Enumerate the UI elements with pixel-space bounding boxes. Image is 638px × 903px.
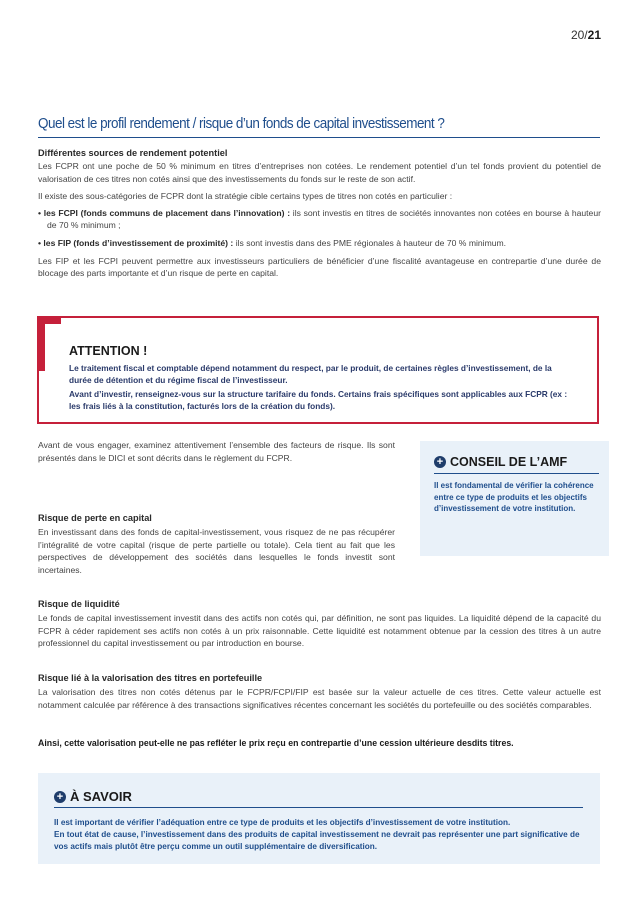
attention-box <box>37 316 599 424</box>
valuation-conclusion: Ainsi, cette valorisation peut-elle ne pas refléter le prix reçu en contrepartie d’une cession ultérieure desdits titres. <box>38 738 514 748</box>
bullet-fip <box>38 237 601 250</box>
attention-p2: Avant d’investir, renseignez-vous sur la structure tarifaire du fonds. Certains frais spécifiques sont applicables aux FCPR (ex : les frais liés à la constitution, facturés lors de la création du fonds). <box>69 389 568 411</box>
bullet-fcpi <box>38 207 601 232</box>
plus-circle-icon: + <box>54 791 66 803</box>
attention-title: ATTENTION ! <box>69 344 148 358</box>
risk-intro: Avant de vous engager, examinez attentivement l’ensemble des facteurs de risque. Ils sont présentés dans le DICI et sont décrits dans le règlement du FCPR. <box>38 440 395 463</box>
savoir-divider <box>54 807 583 808</box>
risk-liquidity-text: Le fonds de capital investissement investit dans des actifs non cotés qui, par définition, ne sont pas liquides. La liquidité dépend de la capacité du FCPR à céder rapidement ses actifs non cotés à un prix raisonnable. Cette liquidité est notamment obtenue par la cession des titres à un autre professionnel du capital investissement ou par introduction en bourse. <box>38 613 601 649</box>
savoir-box <box>38 773 600 864</box>
bullet-fcpi-text: ils sont investis en titres de sociétés innovantes non cotées en bourse à hauteur de 70 % minimum ; <box>47 207 601 231</box>
page-number: 20/21 <box>570 28 601 42</box>
savoir-p2: En tout état de cause, l’investissement dans des produits de capital investissement ne devrait pas représenter une part significative de vos actifs mais plutôt être perçu comme un outil supplémentaire de diversification. <box>54 830 580 851</box>
savoir-p1: Il est important de vérifier l’adéquation entre ce type de produits et les objectifs d’investissement de votre institution. <box>54 818 511 827</box>
plus-circle-icon: + <box>434 456 446 468</box>
conseil-text: Il est fondamental de vérifier la cohérence entre ce type de produits et les objectifs d’investissement de votre institution. <box>434 481 594 513</box>
attention-text <box>69 362 569 412</box>
bullet-fcpi-bold: • les FCPI (fonds communs de placement dans l’innovation) : <box>38 207 291 218</box>
savoir-text <box>54 817 594 853</box>
attention-frame <box>37 316 599 424</box>
page-title: Quel est le profil rendement / risque d’un fonds de capital investissement ? <box>38 116 445 132</box>
conseil-title-row <box>434 455 567 469</box>
risk-valuation-text: La valorisation des titres non cotés détenus par le FCPR/FCPI/FIP est basée sur la valeur actuelle de ces titres. Cette valeur actuelle est notamment calculée par référence à des transactions significatives récentes concernant les sociétés du portefeuille ou des sociétés comparables. <box>38 687 601 710</box>
savoir-title: À SAVOIR <box>70 789 132 804</box>
savoir-title-row <box>54 789 132 804</box>
title-divider <box>38 137 600 138</box>
sources-section <box>38 148 601 280</box>
sources-p1: Les FCPR ont une poche de 50 % minimum en titres d’entreprises non cotées. Le rendement potentiel d’un tel fonds provient du potentiel de valorisation de ces titres non cotés ainsi que des investissements du fonds sur le reste de son actif. <box>38 161 601 184</box>
conseil-box <box>420 441 609 556</box>
risk-liquidity-heading: Risque de liquidité <box>38 599 120 609</box>
risk-capital <box>38 513 395 576</box>
page-total: 21 <box>587 28 601 42</box>
attention-corner-cap <box>37 316 61 324</box>
sources-p2: Il existe des sous-catégories de FCPR dont la stratégie cible certains types de titres non cotés en particulier : <box>38 191 453 202</box>
risk-liquidity <box>38 599 601 650</box>
bullet-fip-text: ils sont investis dans des PME régionales à hauteur de 70 % minimum. <box>233 237 507 248</box>
bullet-fip-bold: • les FIP (fonds d’investissement de proximité) : <box>38 237 234 248</box>
risk-capital-text: En investissant dans des fonds de capital-investissement, vous risquez de ne pas récupérer l’intégralité de votre capital (risque de perte partielle ou totale). Cela tient au fait que les perspectives de développement des sociétés dans lesquelles le fonds investit sont incertaines. <box>38 527 395 575</box>
sources-p3: Les FIP et les FCPI peuvent permettre aux investisseurs particuliers de bénéficier d’une fiscalité avantageuse en contrepartie d’une durée de blocage des parts importante et d’un risque de perte en capital. <box>38 255 601 279</box>
sources-heading: Différentes sources de rendement potentiel <box>38 148 228 158</box>
page-current: 20 <box>570 28 585 42</box>
conseil-title: CONSEIL DE L’AMF <box>450 455 568 469</box>
risk-valuation <box>38 673 601 711</box>
conseil-divider <box>434 473 599 474</box>
attention-corner-bar <box>37 316 45 371</box>
attention-p1: Le traitement fiscal et comptable dépend notamment du respect, par le produit, de certaines règles d’investissement, de la durée de détention et du régime fiscal de l’investisseur. <box>69 363 552 385</box>
risk-valuation-heading: Risque lié à la valorisation des titres en portefeuille <box>38 673 263 683</box>
risk-capital-heading: Risque de perte en capital <box>38 513 152 523</box>
